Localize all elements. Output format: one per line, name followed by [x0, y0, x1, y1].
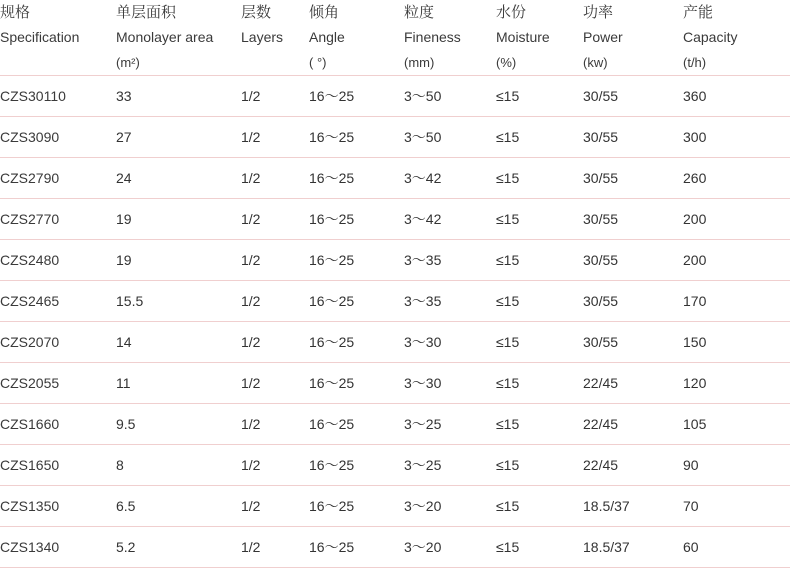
cell-power: 30/55: [583, 158, 683, 199]
cell-specification: CZS2070: [0, 322, 116, 363]
cell-angle: 16～25: [309, 117, 404, 158]
cell-specification: CZS30110: [0, 76, 116, 117]
table-row: [0, 117, 790, 158]
cell-angle: 16～25: [309, 404, 404, 445]
cell-power: 30/55: [583, 240, 683, 281]
header-en-monolayer-area: Monolayer area: [116, 29, 214, 45]
cell-specification: CZS2055: [0, 363, 116, 404]
cell-angle: 16～25: [309, 199, 404, 240]
table-row: [0, 240, 790, 281]
cell-specification: CZS3090: [0, 117, 116, 158]
cell-moisture: ≤15: [496, 322, 583, 363]
cell-monolayer-area: 5.2: [116, 527, 241, 568]
column-header-capacity: [683, 0, 790, 76]
cell-monolayer-area: 15.5: [116, 281, 241, 322]
column-header-fineness: [404, 0, 496, 76]
cell-capacity: 170: [683, 281, 790, 322]
cell-angle: 16～25: [309, 322, 404, 363]
cell-specification: CZS1340: [0, 527, 116, 568]
cell-fineness: 3～50: [404, 76, 496, 117]
cell-monolayer-area: 33: [116, 76, 241, 117]
cell-layers: 1/2: [241, 486, 309, 527]
header-en-moisture: Moisture: [496, 29, 550, 45]
cell-fineness: 3～42: [404, 158, 496, 199]
cell-moisture: ≤15: [496, 199, 583, 240]
cell-monolayer-area: 19: [116, 199, 241, 240]
cell-monolayer-area: 11: [116, 363, 241, 404]
cell-capacity: 200: [683, 199, 790, 240]
cell-specification: CZS2465: [0, 281, 116, 322]
cell-monolayer-area: 27: [116, 117, 241, 158]
cell-monolayer-area: 8: [116, 445, 241, 486]
cell-monolayer-area: 14: [116, 322, 241, 363]
header-cn-monolayer-area: 单层面积: [116, 4, 177, 21]
cell-moisture: ≤15: [496, 527, 583, 568]
cell-moisture: ≤15: [496, 76, 583, 117]
header-en-layers: Layers: [241, 29, 284, 45]
column-header-power: [583, 0, 683, 76]
cell-fineness: 3～20: [404, 486, 496, 527]
header-cn-moisture: 水份: [496, 4, 527, 21]
header-cn-specification: 规格: [0, 4, 31, 21]
cell-moisture: ≤15: [496, 117, 583, 158]
cell-fineness: 3～20: [404, 527, 496, 568]
column-header-moisture: [496, 0, 583, 76]
cell-angle: 16～25: [309, 363, 404, 404]
cell-specification: CZS1650: [0, 445, 116, 486]
cell-specification: CZS1660: [0, 404, 116, 445]
cell-fineness: 3～35: [404, 240, 496, 281]
cell-angle: 16～25: [309, 240, 404, 281]
table-row: [0, 158, 790, 199]
cell-power: 30/55: [583, 76, 683, 117]
header-cn-capacity: 产能: [683, 4, 714, 21]
header-cn-fineness: 粒度: [404, 4, 435, 21]
cell-power: 30/55: [583, 199, 683, 240]
cell-fineness: 3～30: [404, 363, 496, 404]
cell-angle: 16～25: [309, 158, 404, 199]
cell-moisture: ≤15: [496, 363, 583, 404]
header-cn-layers: 层数: [241, 4, 272, 21]
cell-layers: 1/2: [241, 404, 309, 445]
cell-moisture: ≤15: [496, 158, 583, 199]
cell-specification: CZS2480: [0, 240, 116, 281]
table-row: [0, 486, 790, 527]
cell-monolayer-area: 19: [116, 240, 241, 281]
header-unit-power: (kw): [583, 55, 608, 70]
cell-monolayer-area: 6.5: [116, 486, 241, 527]
cell-layers: 1/2: [241, 281, 309, 322]
cell-fineness: 3～35: [404, 281, 496, 322]
header-unit-moisture: (%): [496, 55, 517, 70]
cell-layers: 1/2: [241, 199, 309, 240]
cell-capacity: 360: [683, 76, 790, 117]
table-body: [0, 76, 790, 568]
header-unit-fineness: (mm): [404, 55, 435, 70]
cell-moisture: ≤15: [496, 281, 583, 322]
cell-layers: 1/2: [241, 158, 309, 199]
cell-moisture: ≤15: [496, 240, 583, 281]
cell-fineness: 3～25: [404, 445, 496, 486]
cell-layers: 1/2: [241, 363, 309, 404]
cell-layers: 1/2: [241, 240, 309, 281]
cell-power: 30/55: [583, 117, 683, 158]
cell-capacity: 70: [683, 486, 790, 527]
cell-fineness: 3～30: [404, 322, 496, 363]
cell-layers: 1/2: [241, 117, 309, 158]
column-header-monolayer-area: [116, 0, 241, 76]
table-row: [0, 76, 790, 117]
cell-layers: 1/2: [241, 527, 309, 568]
table-header: [0, 0, 790, 76]
header-cn-angle: 倾角: [309, 4, 340, 21]
cell-capacity: 90: [683, 445, 790, 486]
table-row: [0, 363, 790, 404]
cell-capacity: 150: [683, 322, 790, 363]
table-row: [0, 404, 790, 445]
column-header-angle: [309, 0, 404, 76]
header-row: [0, 0, 790, 76]
header-unit-monolayer-area: (m²): [116, 55, 140, 70]
cell-capacity: 105: [683, 404, 790, 445]
cell-angle: 16～25: [309, 76, 404, 117]
cell-capacity: 120: [683, 363, 790, 404]
cell-specification: CZS1350: [0, 486, 116, 527]
cell-capacity: 60: [683, 527, 790, 568]
cell-angle: 16～25: [309, 527, 404, 568]
cell-fineness: 3～25: [404, 404, 496, 445]
cell-moisture: ≤15: [496, 445, 583, 486]
table-row: [0, 281, 790, 322]
header-en-angle: Angle: [309, 29, 345, 45]
cell-power: 30/55: [583, 281, 683, 322]
cell-specification: CZS2770: [0, 199, 116, 240]
cell-power: 18.5/37: [583, 486, 683, 527]
cell-moisture: ≤15: [496, 486, 583, 527]
cell-monolayer-area: 9.5: [116, 404, 241, 445]
column-header-specification: [0, 0, 116, 76]
table-row: [0, 199, 790, 240]
cell-layers: 1/2: [241, 445, 309, 486]
cell-layers: 1/2: [241, 322, 309, 363]
cell-angle: 16～25: [309, 486, 404, 527]
cell-power: 22/45: [583, 445, 683, 486]
table-row: [0, 322, 790, 363]
cell-specification: CZS2790: [0, 158, 116, 199]
header-en-capacity: Capacity: [683, 29, 738, 45]
cell-power: 22/45: [583, 404, 683, 445]
header-unit-capacity: (t/h): [683, 55, 707, 70]
header-unit-angle: ( °): [309, 55, 327, 70]
cell-angle: 16～25: [309, 445, 404, 486]
cell-moisture: ≤15: [496, 404, 583, 445]
cell-layers: 1/2: [241, 76, 309, 117]
cell-angle: 16～25: [309, 281, 404, 322]
table-row: [0, 445, 790, 486]
cell-capacity: 260: [683, 158, 790, 199]
cell-fineness: 3～50: [404, 117, 496, 158]
header-en-specification: Specification: [0, 29, 80, 45]
cell-capacity: 300: [683, 117, 790, 158]
header-cn-power: 功率: [583, 4, 614, 21]
table-row: [0, 527, 790, 568]
cell-power: 22/45: [583, 363, 683, 404]
cell-fineness: 3～42: [404, 199, 496, 240]
cell-capacity: 200: [683, 240, 790, 281]
header-en-fineness: Fineness: [404, 29, 461, 45]
cell-power: 18.5/37: [583, 527, 683, 568]
header-en-power: Power: [583, 29, 623, 45]
cell-power: 30/55: [583, 322, 683, 363]
cell-monolayer-area: 24: [116, 158, 241, 199]
column-header-layers: [241, 0, 309, 76]
